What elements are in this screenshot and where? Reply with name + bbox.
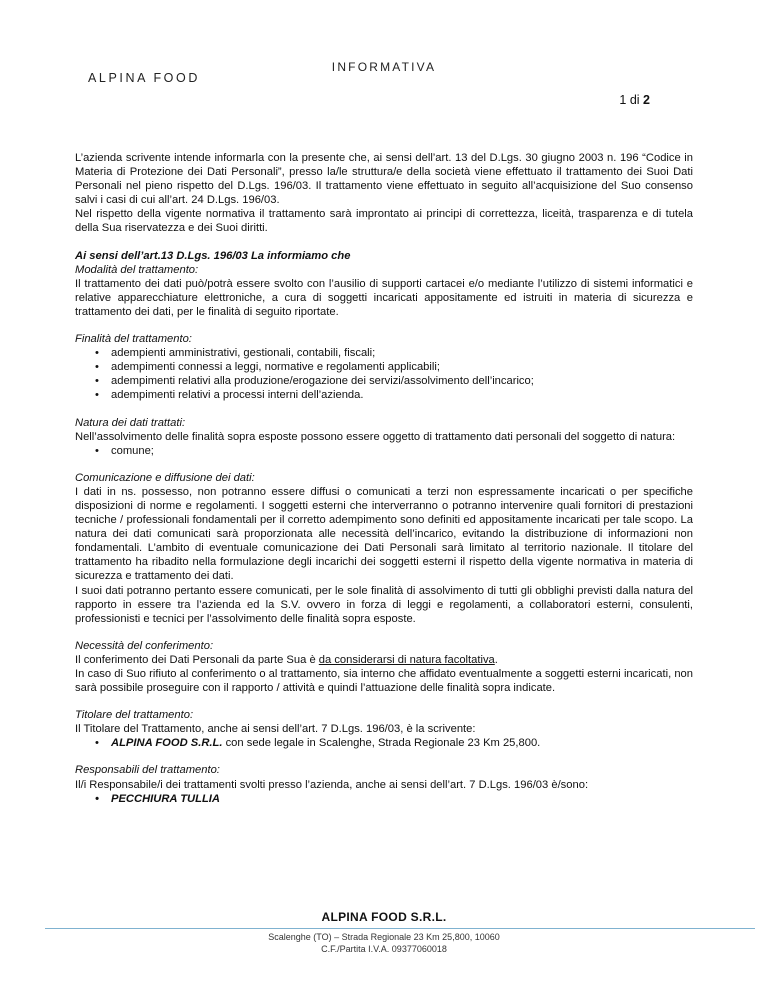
titolare-text: Il Titolare del Trattamento, anche ai sensi dell’art. 7 D.Lgs. 196/03, è la scrivente: bbox=[75, 723, 476, 736]
company-logo: ALPINA FOOD bbox=[88, 71, 200, 85]
document-body bbox=[75, 151, 693, 806]
natura-list bbox=[75, 444, 693, 458]
natura-text: Nell’assolvimento delle finalità sopra esposte possono essere oggetto di trattamento dati personali del soggetto di natura: bbox=[75, 430, 676, 443]
titolare-company: ALPINA FOOD S.R.L. bbox=[111, 737, 223, 750]
modalita-title: Modalità del trattamento: bbox=[75, 263, 199, 276]
comunicazione-text-1: I dati in ns. possesso, non potranno essere diffusi o comunicati a terzi non espressamente incaricati o per specifiche disposizioni di norme e regolamenti. I soggetti esterni che interverranno o potranno intervenire quali fornitori di prestazioni tecniche / professionali fondamentali per il corretto adempimento sono definiti ed appositamente incaricati per tale scopo. La natura dei dati comunicati sarà proporzionata alle necessità dell’incarico, evitando la distribuzione di informazioni non fondamentali. L’ambito di eventuale comunicazione dei Dati Personali sarà limitato al territorio nazionale. Il titolare del trattamento ha ribadito nella formulazione degli incarichi dei soggetti esterni il rispetto della vigente normativa in materia di sicurezza e trattamento dei dati. bbox=[75, 485, 693, 583]
page-total: 2 bbox=[643, 93, 650, 107]
footer-address: Scalenghe (TO) – Strada Regionale 23 Km 25,800, 10060 bbox=[268, 932, 500, 942]
titolare-list bbox=[75, 736, 693, 750]
section-heading: Ai sensi dell’art.13 D.Lgs. 196/03 La informiamo che bbox=[75, 249, 351, 262]
necessita-text-2: In caso di Suo rifiuto al conferimento o al trattamento, sia interno che affidato eventualmente a soggetti esterni incaricati, non sarà possibile proseguire con il rapporto / attività e quindi l’attuazione delle finalità sopra indicate. bbox=[75, 668, 693, 695]
intro-paragraph-2: Nel rispetto della vigente normativa il trattamento sarà improntato ai principi di correttezza, liceità, trasparenza e di tutela della Sua riservatezza e dei Suoi diritti. bbox=[75, 208, 693, 235]
list-item: • ALPINA FOOD S.R.L. con sede legale in Scalenghe, Strada Regionale 23 Km 25,800. bbox=[75, 736, 693, 750]
comunicazione-text-2: I suoi dati potranno pertanto essere comunicati, per le sole finalità di assolvimento di tutti gli obblighi previsti dalla natura del rapporto in essere tra l’azienda ed la S.V. ovvero in forza di leggi e regolamenti, a collaboratori esterni, consulenti, professionisti e tecnici per l’assolvimento delle finalità sopra esposte. bbox=[75, 584, 693, 625]
necessita-title: Necessità del conferimento: bbox=[75, 639, 214, 652]
footer-vat: C.F./Partita I.V.A. 09377060018 bbox=[321, 944, 447, 954]
necessita-text-1: Il conferimento dei Dati Personali da parte Sua è da considerarsi di natura facoltativa. bbox=[75, 653, 498, 666]
list-item: • adempimenti relativi alla produzione/erogazione dei servizi/assolvimento dell’incarico; bbox=[75, 374, 693, 388]
footer-address-block bbox=[0, 931, 768, 955]
responsabili-list bbox=[75, 792, 693, 806]
responsabili-text: Il/i Responsabile/i dei trattamenti svolti presso l’azienda, anche ai sensi dell’art. 7 D.Lgs. 196/03 è/sono: bbox=[75, 778, 589, 791]
responsabili-title: Responsabili del trattamento: bbox=[75, 764, 220, 777]
list-item: • adempimenti relativi a processi interni dell’azienda. bbox=[75, 388, 693, 402]
list-item: • comune; bbox=[75, 444, 693, 458]
titolare-title: Titolare del trattamento: bbox=[75, 709, 194, 722]
footer-divider bbox=[45, 928, 755, 929]
intro-paragraph-1: L’azienda scrivente intende informarla con la presente che, ai sensi dell’art. 13 del D.Lgs. 30 giugno 2003 n. 196 “Codice in Materia di Protezione dei Dati Personali”, presso la/le struttura/e della società viene effettuato il trattamento dei Suoi Dati Personali nel pieno rispetto del D.Lgs. 196/03. Il trattamento viene effettuato in seguito all’acquisizione del Suo consenso salvi i casi di cui all’art. 24 D.Lgs. 196/03. bbox=[75, 152, 693, 207]
list-item: • adempienti amministrativi, gestionali, contabili, fiscali; bbox=[75, 346, 693, 360]
finalita-list bbox=[75, 346, 693, 402]
finalita-title: Finalità del trattamento: bbox=[75, 333, 192, 346]
comunicazione-title: Comunicazione e diffusione dei dati: bbox=[75, 471, 255, 484]
document-title: INFORMATIVA bbox=[331, 60, 437, 74]
natura-title: Natura dei dati trattati: bbox=[75, 416, 186, 429]
list-item: • PECCHIURA TULLIA bbox=[75, 792, 693, 806]
page-number: 1 di 2 bbox=[619, 93, 650, 107]
facoltativa-underlined: da considerarsi di natura facoltativa bbox=[318, 653, 495, 666]
modalita-text: Il trattamento dei dati può/potrà essere svolto con l’ausilio di supporti cartacei e/o mediante l’utilizzo di sistemi informatici e relative apparecchiature elettroniche, a cura di soggetti incaricati appositamente ed istruiti in materia di sicurezza e trattamento dei dati, per le finalità di seguito riportate. bbox=[75, 277, 693, 318]
footer-company: ALPINA FOOD S.R.L. bbox=[321, 910, 447, 924]
list-item: • adempimenti connessi a leggi, normative e regolamenti applicabili; bbox=[75, 360, 693, 374]
